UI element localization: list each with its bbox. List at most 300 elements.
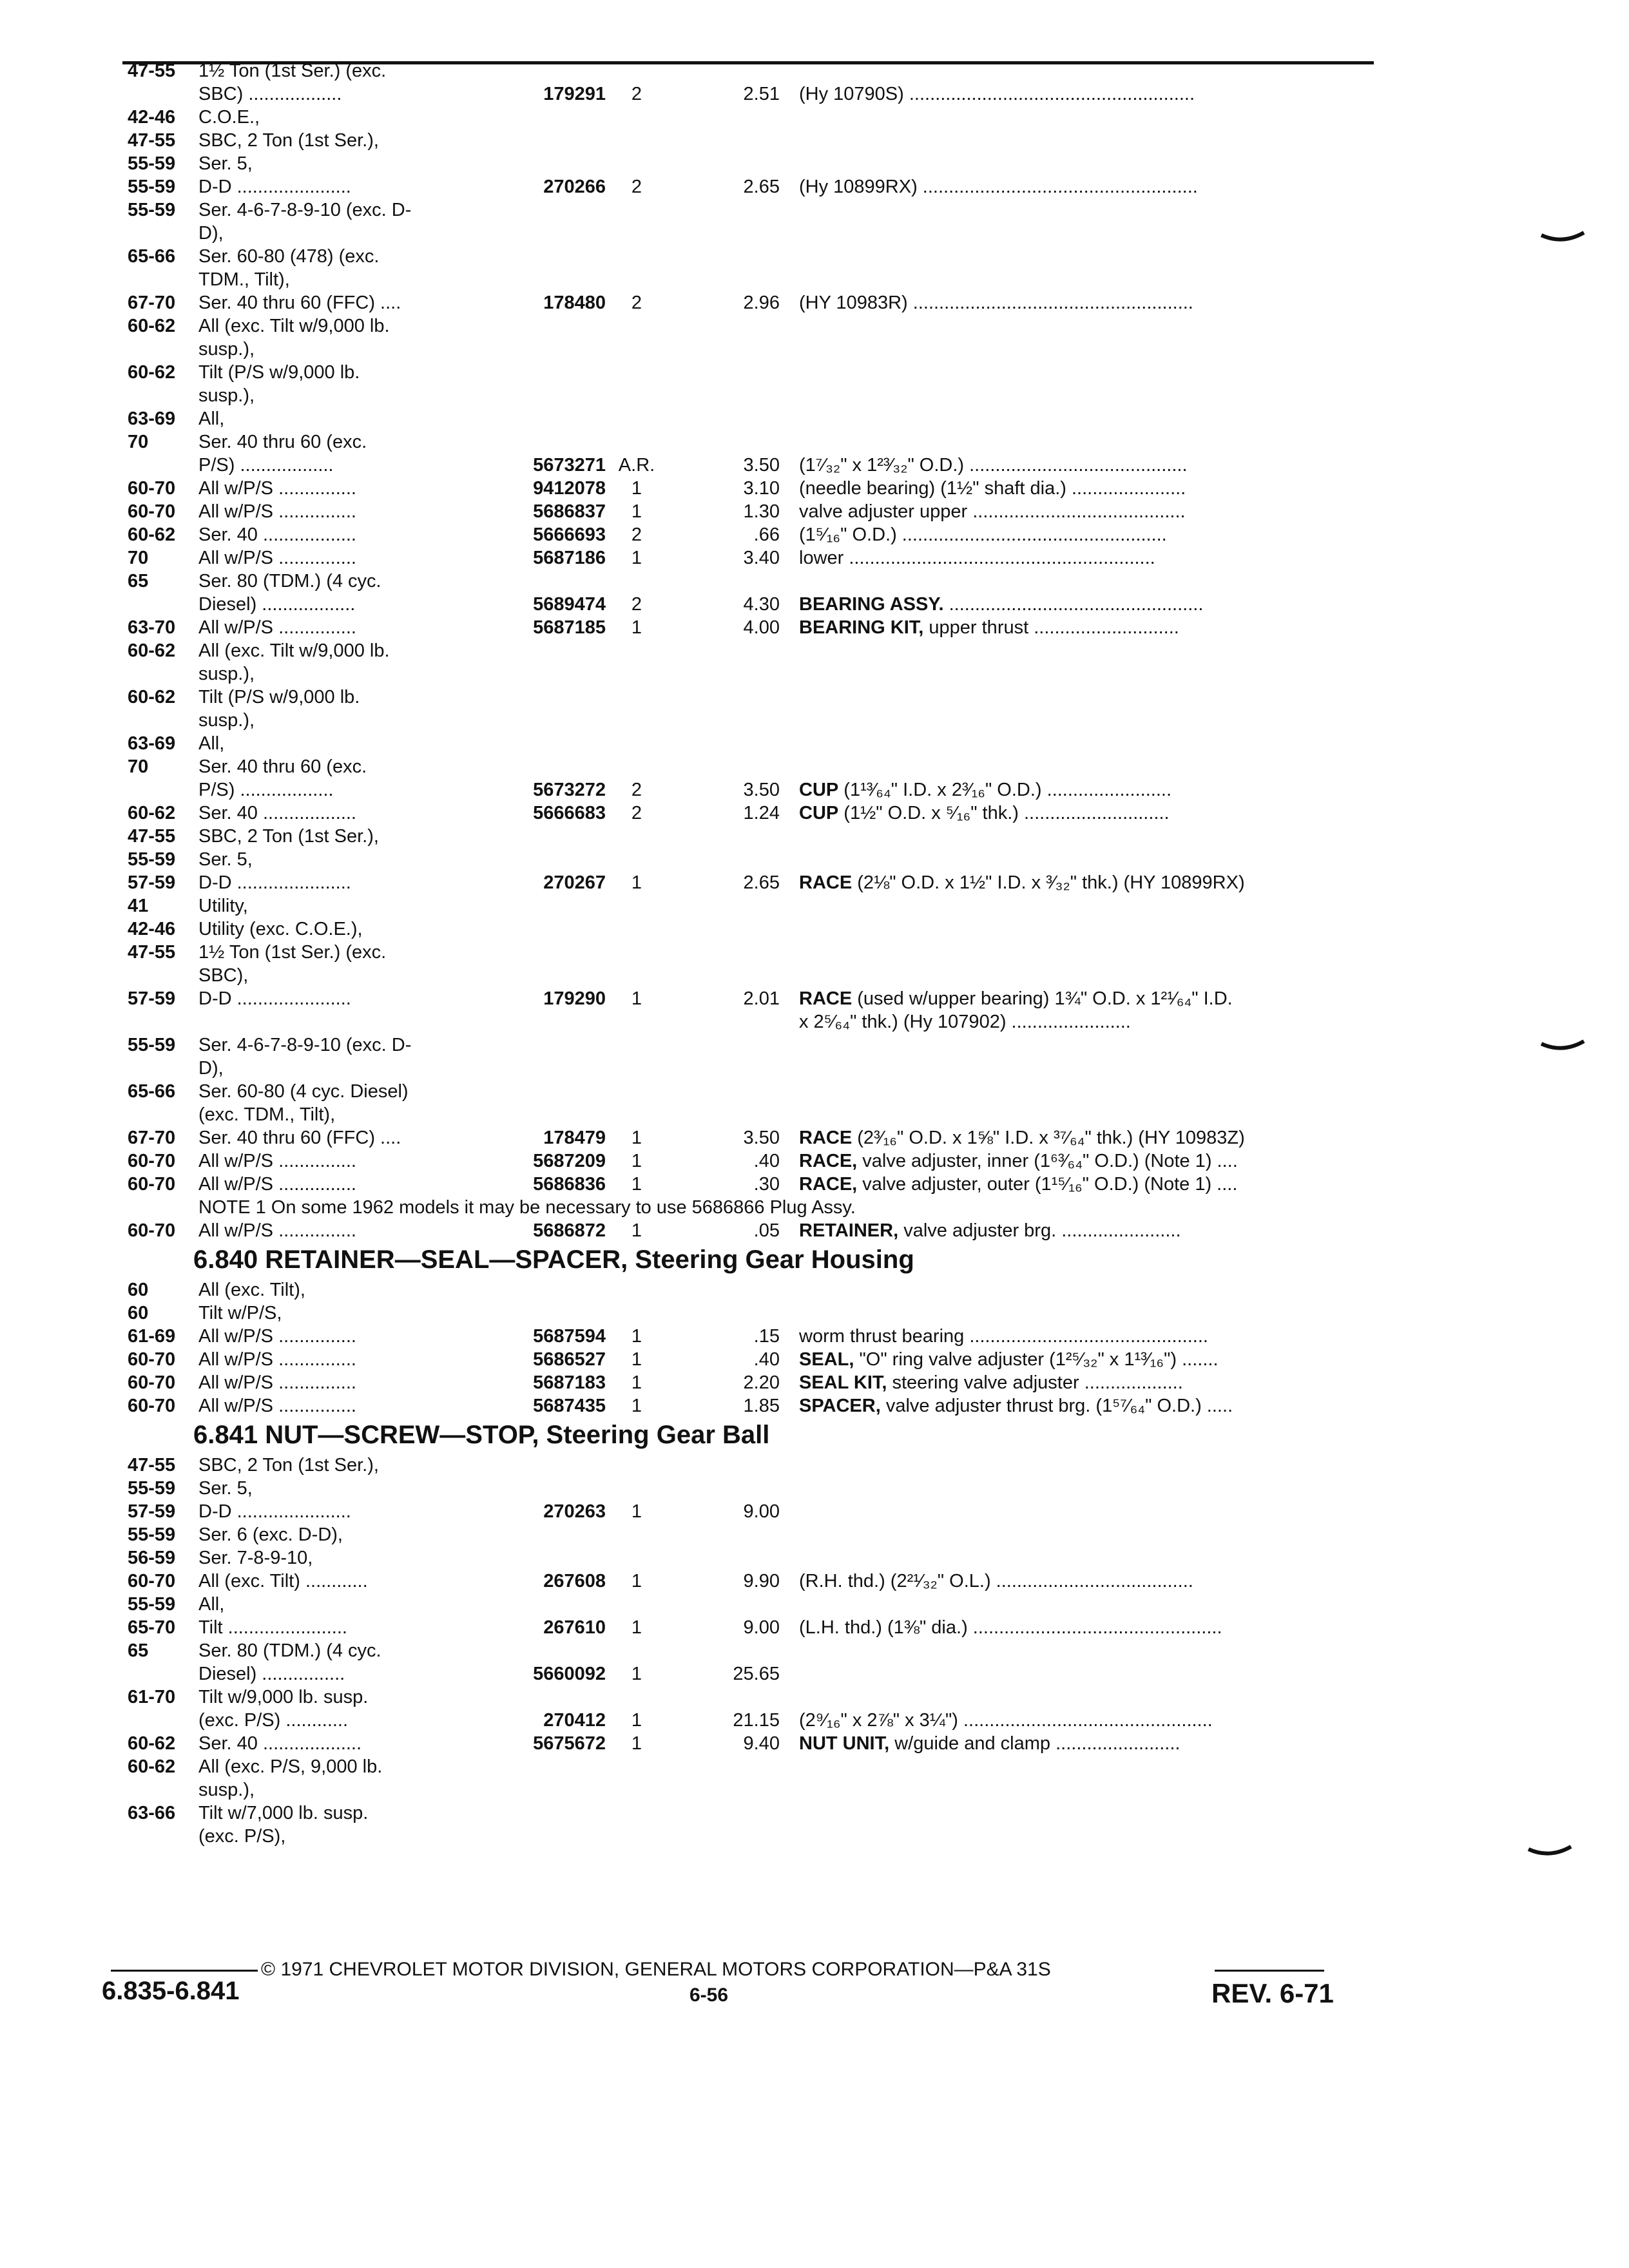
model-years: 63-69 bbox=[128, 733, 176, 754]
application: All w/P/S ............... bbox=[198, 1326, 356, 1347]
model-years: 55-59 bbox=[128, 1035, 176, 1055]
quantity: 2 bbox=[631, 524, 642, 545]
parts-row bbox=[0, 1171, 1629, 1197]
parts-row bbox=[0, 1731, 1629, 1756]
part-number: 5687435 bbox=[533, 1396, 606, 1416]
part-number: 5687209 bbox=[533, 1151, 606, 1171]
model-years: 63-70 bbox=[128, 617, 176, 638]
model-years: 65 bbox=[128, 571, 149, 591]
application: All, bbox=[198, 408, 225, 429]
quantity: 1 bbox=[631, 1664, 642, 1684]
model-years: 65-70 bbox=[128, 1617, 176, 1638]
application: Ser. 4-6-7-8-9-10 (exc. D- bbox=[198, 1035, 412, 1055]
description-text: x 2⁵⁄₆₄" thk.) (Hy 107902) ....................... bbox=[799, 1012, 1131, 1032]
part-number: 179291 bbox=[543, 84, 606, 104]
price: 1.85 bbox=[743, 1396, 780, 1416]
application: All w/P/S ............... bbox=[198, 478, 356, 499]
description bbox=[799, 591, 1366, 617]
price: 9.40 bbox=[743, 1733, 780, 1754]
description-heading: NUT UNIT, bbox=[799, 1733, 890, 1754]
parts-row bbox=[0, 290, 1629, 316]
description-text: (needle bearing) (1½" shaft dia.) ...................... bbox=[799, 478, 1186, 499]
model-years: 70 bbox=[128, 756, 149, 777]
part-number: 5660092 bbox=[533, 1664, 606, 1684]
parts-row bbox=[0, 893, 1629, 919]
parts-row bbox=[0, 128, 1629, 153]
application: Ser. 5, bbox=[198, 153, 253, 174]
description-text: (Hy 10790S) ....................................................... bbox=[799, 84, 1195, 104]
parts-row bbox=[0, 220, 1629, 246]
quantity: 2 bbox=[631, 177, 642, 197]
price: 25.65 bbox=[733, 1664, 780, 1684]
parts-row bbox=[0, 661, 1629, 687]
parts-row bbox=[0, 1568, 1629, 1594]
application: (exc. P/S), bbox=[198, 1826, 286, 1847]
quantity: 1 bbox=[631, 478, 642, 499]
parts-row bbox=[0, 1102, 1629, 1128]
parts-row bbox=[0, 1777, 1629, 1803]
description-text: ................................................. bbox=[943, 594, 1204, 615]
description bbox=[799, 499, 1366, 524]
model-years: 47-55 bbox=[128, 61, 176, 81]
description-heading: SEAL, bbox=[799, 1349, 854, 1370]
description bbox=[799, 522, 1366, 548]
model-years: 65-66 bbox=[128, 1081, 176, 1102]
parts-row bbox=[0, 429, 1629, 455]
model-years: 55-59 bbox=[128, 153, 176, 174]
parts-row bbox=[0, 1638, 1629, 1664]
price: 3.10 bbox=[743, 478, 780, 499]
application: Ser. 80 (TDM.) (4 cyc. bbox=[198, 1640, 381, 1661]
parts-row bbox=[0, 522, 1629, 548]
price: 9.90 bbox=[743, 1571, 780, 1591]
model-years: 60-62 bbox=[128, 1756, 176, 1777]
part-number: 178480 bbox=[543, 293, 606, 313]
quantity: 1 bbox=[631, 1349, 642, 1370]
description-text: (2⁹⁄₁₆" x 2⅞" x 3¼") ................................................ bbox=[799, 1710, 1213, 1731]
description-text: worm thrust bearing .............................................. bbox=[799, 1326, 1208, 1347]
parts-row bbox=[0, 197, 1629, 223]
description bbox=[799, 870, 1366, 896]
price: 3.50 bbox=[743, 1128, 780, 1148]
parts-row bbox=[0, 847, 1629, 872]
parts-row bbox=[0, 1055, 1629, 1081]
application: Tilt w/9,000 lb. susp. bbox=[198, 1687, 369, 1707]
application: Utility (exc. C.O.E.), bbox=[198, 919, 363, 939]
model-years: 63-69 bbox=[128, 408, 176, 429]
model-years: 57-59 bbox=[128, 1501, 176, 1522]
application: D), bbox=[198, 1058, 224, 1079]
description-text: (Hy 10899RX) ..................................................... bbox=[799, 177, 1198, 197]
quantity: 1 bbox=[631, 501, 642, 522]
parts-row bbox=[0, 1452, 1629, 1478]
model-years: 55-59 bbox=[128, 177, 176, 197]
application: Ser. 6 (exc. D-D), bbox=[198, 1524, 343, 1545]
parts-row bbox=[0, 151, 1629, 177]
application: Diesel) .................. bbox=[198, 594, 356, 615]
parts-row bbox=[0, 1347, 1629, 1372]
model-years: 47-55 bbox=[128, 130, 176, 151]
description-heading: BEARING KIT, bbox=[799, 617, 924, 638]
application: susp.), bbox=[198, 664, 255, 684]
description-text: (R.H. thd.) (2²¹⁄₃₂" O.L.) ...................................... bbox=[799, 1571, 1193, 1591]
parts-row bbox=[0, 1615, 1629, 1640]
parts-row bbox=[0, 336, 1629, 362]
parts-row bbox=[0, 800, 1629, 826]
model-years: 60-62 bbox=[128, 687, 176, 707]
parts-row bbox=[0, 1370, 1629, 1396]
quantity: A.R. bbox=[618, 455, 655, 476]
application: All (exc. Tilt w/9,000 lb. bbox=[198, 316, 390, 336]
price: .66 bbox=[753, 524, 780, 545]
parts-row bbox=[0, 1195, 1629, 1220]
model-years: 47-55 bbox=[128, 1455, 176, 1475]
parts-row bbox=[0, 1148, 1629, 1174]
application: All w/P/S ............... bbox=[198, 1349, 356, 1370]
parts-row bbox=[0, 1393, 1629, 1419]
application: All w/P/S ............... bbox=[198, 1396, 356, 1416]
part-number: 178479 bbox=[543, 1128, 606, 1148]
description bbox=[799, 290, 1366, 316]
application: D-D ...................... bbox=[198, 1501, 351, 1522]
model-years: 65-66 bbox=[128, 246, 176, 267]
parts-row bbox=[0, 1009, 1629, 1035]
footer-section-range: 6.835-6.841 bbox=[102, 1977, 240, 2005]
parts-row bbox=[0, 104, 1629, 130]
footer-page-number: 6-56 bbox=[689, 1984, 729, 2006]
model-years: 67-70 bbox=[128, 293, 176, 313]
parts-row bbox=[0, 499, 1629, 524]
application: All, bbox=[198, 733, 225, 754]
model-years: 61-69 bbox=[128, 1326, 176, 1347]
application: All w/P/S ............... bbox=[198, 617, 356, 638]
application: All w/P/S ............... bbox=[198, 501, 356, 522]
application: Ser. 5, bbox=[198, 1478, 253, 1499]
description bbox=[799, 1148, 1366, 1174]
price: 9.00 bbox=[743, 1501, 780, 1522]
parts-row bbox=[0, 963, 1629, 988]
parts-row bbox=[0, 986, 1629, 1012]
model-years: 70 bbox=[128, 548, 149, 568]
description bbox=[799, 1731, 1366, 1756]
application: Tilt w/P/S, bbox=[198, 1303, 282, 1323]
application: Ser. 40 thru 60 (FFC) .... bbox=[198, 293, 401, 313]
model-years: 65 bbox=[128, 1640, 149, 1661]
part-number: 270263 bbox=[543, 1501, 606, 1522]
model-years: 63-66 bbox=[128, 1803, 176, 1823]
application: Tilt ....................... bbox=[198, 1617, 347, 1638]
parts-row bbox=[0, 754, 1629, 780]
description bbox=[799, 1707, 1366, 1733]
model-years: 41 bbox=[128, 896, 149, 916]
application: (exc. P/S) ............ bbox=[198, 1710, 349, 1731]
parts-row bbox=[0, 1545, 1629, 1571]
model-years: 60-62 bbox=[128, 803, 176, 823]
model-years: 61-70 bbox=[128, 1687, 176, 1707]
price: 9.00 bbox=[743, 1617, 780, 1638]
quantity: 1 bbox=[631, 988, 642, 1009]
parts-row bbox=[0, 568, 1629, 594]
parts-row bbox=[0, 1707, 1629, 1733]
part-number: 5673271 bbox=[533, 455, 606, 476]
footer-rule-right bbox=[1215, 1970, 1324, 1972]
application: All (exc. Tilt), bbox=[198, 1280, 305, 1300]
section-heading: 6.841 NUT—SCREW—STOP, Steering Gear Ball bbox=[193, 1421, 770, 1449]
quantity: 1 bbox=[631, 1617, 642, 1638]
parts-row bbox=[0, 684, 1629, 710]
part-number: 5689474 bbox=[533, 594, 606, 615]
parts-row bbox=[0, 615, 1629, 640]
part-number: 5686837 bbox=[533, 501, 606, 522]
description-heading: SEAL KIT, bbox=[799, 1372, 887, 1393]
model-years: 67-70 bbox=[128, 1128, 176, 1148]
part-number: 9412078 bbox=[533, 478, 606, 499]
quantity: 1 bbox=[631, 1733, 642, 1754]
application: (exc. TDM., Tilt), bbox=[198, 1104, 336, 1125]
model-years: 57-59 bbox=[128, 988, 176, 1009]
description-text: upper thrust ............................ bbox=[923, 617, 1179, 638]
description-heading: RACE, bbox=[799, 1151, 858, 1171]
price: 3.50 bbox=[743, 455, 780, 476]
parts-row bbox=[0, 638, 1629, 664]
model-years: 55-59 bbox=[128, 1594, 176, 1615]
application: Ser. 40 thru 60 (exc. bbox=[198, 756, 367, 777]
parts-row bbox=[0, 1684, 1629, 1710]
application: susp.), bbox=[198, 1780, 255, 1800]
part-number: 5686872 bbox=[533, 1220, 606, 1241]
model-years: 60 bbox=[128, 1303, 149, 1323]
part-number: 270267 bbox=[543, 872, 606, 893]
description-heading: RACE bbox=[799, 988, 853, 1009]
description-heading: RACE bbox=[799, 872, 853, 893]
price: .30 bbox=[753, 1174, 780, 1195]
price: .40 bbox=[753, 1151, 780, 1171]
binding-mark-2 bbox=[1540, 1037, 1585, 1057]
quantity: 2 bbox=[631, 594, 642, 615]
description-text: (1⁵⁄₁₆" O.D.) ................................................... bbox=[799, 524, 1167, 545]
application: All (exc. P/S, 9,000 lb. bbox=[198, 1756, 383, 1777]
model-years: 55-59 bbox=[128, 849, 176, 870]
parts-row bbox=[0, 1079, 1629, 1104]
price: .40 bbox=[753, 1349, 780, 1370]
parts-row bbox=[0, 870, 1629, 896]
parts-row bbox=[0, 1522, 1629, 1548]
application: susp.), bbox=[198, 710, 255, 731]
description bbox=[799, 800, 1366, 826]
description bbox=[799, 476, 1366, 501]
part-number: 270266 bbox=[543, 177, 606, 197]
description bbox=[799, 1218, 1366, 1244]
part-number: 5675672 bbox=[533, 1733, 606, 1754]
part-number: 267610 bbox=[543, 1617, 606, 1638]
parts-row bbox=[0, 81, 1629, 107]
description bbox=[799, 545, 1366, 571]
model-years: 55-59 bbox=[128, 200, 176, 220]
price: 3.40 bbox=[743, 548, 780, 568]
quantity: 1 bbox=[631, 1151, 642, 1171]
model-years: 60-70 bbox=[128, 1571, 176, 1591]
part-number: 179290 bbox=[543, 988, 606, 1009]
application: All (exc. Tilt) ............ bbox=[198, 1571, 368, 1591]
parts-row bbox=[0, 174, 1629, 200]
description bbox=[799, 81, 1366, 107]
price: .05 bbox=[753, 1220, 780, 1241]
part-number: 5686836 bbox=[533, 1174, 606, 1195]
parts-row bbox=[0, 1277, 1629, 1303]
application: P/S) .................. bbox=[198, 455, 334, 476]
application: Ser. 40 .................. bbox=[198, 524, 356, 545]
quantity: 1 bbox=[631, 872, 642, 893]
application: SBC) .................. bbox=[198, 84, 342, 104]
model-years: 47-55 bbox=[128, 826, 176, 847]
footer-revision: REV. 6-71 bbox=[1211, 1978, 1334, 2008]
application: Ser. 5, bbox=[198, 849, 253, 870]
quantity: 1 bbox=[631, 1174, 642, 1195]
parts-row bbox=[0, 1475, 1629, 1501]
part-number: 5687594 bbox=[533, 1326, 606, 1347]
price: 4.00 bbox=[743, 617, 780, 638]
parts-row bbox=[0, 1300, 1629, 1326]
application: Diesel) ................ bbox=[198, 1664, 345, 1684]
application: Ser. 60-80 (4 cyc. Diesel) bbox=[198, 1081, 409, 1102]
part-number: 5687185 bbox=[533, 617, 606, 638]
parts-row bbox=[0, 406, 1629, 432]
parts-row bbox=[0, 1800, 1629, 1826]
application: P/S) .................. bbox=[198, 780, 334, 800]
model-years: 60 bbox=[128, 1280, 149, 1300]
parts-row bbox=[0, 1754, 1629, 1780]
model-years: 60-62 bbox=[128, 362, 176, 383]
description bbox=[799, 615, 1366, 640]
part-number: 5673272 bbox=[533, 780, 606, 800]
description-text: (HY 10983R) ...................................................... bbox=[799, 293, 1193, 313]
application: Utility, bbox=[198, 896, 248, 916]
description-heading: SPACER, bbox=[799, 1396, 881, 1416]
application: SBC, 2 Ton (1st Ser.), bbox=[198, 826, 379, 847]
application: D-D ...................... bbox=[198, 872, 351, 893]
description bbox=[799, 1009, 1366, 1035]
parts-row bbox=[0, 1032, 1629, 1058]
model-years: 60-70 bbox=[128, 501, 176, 522]
application: Ser. 60-80 (478) (exc. bbox=[198, 246, 380, 267]
part-number: 267608 bbox=[543, 1571, 606, 1591]
description-text: w/guide and clamp ........................ bbox=[889, 1733, 1181, 1754]
parts-row bbox=[0, 939, 1629, 965]
application: Ser. 40 ................... bbox=[198, 1733, 362, 1754]
section-heading: 6.840 RETAINER—SEAL—SPACER, Steering Gear Housing bbox=[193, 1245, 914, 1274]
model-years: 55-59 bbox=[128, 1524, 176, 1545]
parts-row bbox=[0, 1499, 1629, 1524]
part-number: 5687186 bbox=[533, 548, 606, 568]
price: 2.96 bbox=[743, 293, 780, 313]
application: All, bbox=[198, 1594, 225, 1615]
parts-row bbox=[0, 545, 1629, 571]
quantity: 1 bbox=[631, 1128, 642, 1148]
model-years: 60-62 bbox=[128, 316, 176, 336]
part-number: 5666693 bbox=[533, 524, 606, 545]
parts-row bbox=[0, 452, 1629, 478]
model-years: 60-62 bbox=[128, 524, 176, 545]
application: Tilt w/7,000 lb. susp. bbox=[198, 1803, 369, 1823]
part-number: 5686527 bbox=[533, 1349, 606, 1370]
model-years: 47-55 bbox=[128, 942, 176, 963]
model-years: 60-70 bbox=[128, 1396, 176, 1416]
quantity: 1 bbox=[631, 1372, 642, 1393]
parts-row bbox=[0, 823, 1629, 849]
price: 1.30 bbox=[743, 501, 780, 522]
application: Ser. 4-6-7-8-9-10 (exc. D- bbox=[198, 200, 412, 220]
description-heading: CUP bbox=[799, 803, 839, 823]
description-heading: RETAINER, bbox=[799, 1220, 899, 1241]
part-number: 5666683 bbox=[533, 803, 606, 823]
parts-row bbox=[0, 1661, 1629, 1687]
application: 1½ Ton (1st Ser.) (exc. bbox=[198, 61, 387, 81]
application: Ser. 40 thru 60 (FFC) .... bbox=[198, 1128, 401, 1148]
application: Tilt (P/S w/9,000 lb. bbox=[198, 362, 360, 383]
price: 1.24 bbox=[743, 803, 780, 823]
description-text: (2³⁄₁₆" O.D. x 1⅝" I.D. x ³⁷⁄₆₄" thk.) (HY 10983Z) bbox=[852, 1128, 1245, 1148]
parts-row bbox=[0, 777, 1629, 803]
description-text: (2⅛" O.D. x 1½" I.D. x ³⁄₃₂" thk.) (HY 10899RX) bbox=[852, 872, 1245, 893]
part-number: 5687183 bbox=[533, 1372, 606, 1393]
part-number: 270412 bbox=[543, 1710, 606, 1731]
model-years: 60-70 bbox=[128, 478, 176, 499]
description-text: valve adjuster, inner (1⁶³⁄₆₄" O.D.) (Note 1) .... bbox=[857, 1151, 1238, 1171]
model-years: 60-70 bbox=[128, 1151, 176, 1171]
description-text: steering valve adjuster ................... bbox=[887, 1372, 1183, 1393]
application: All (exc. Tilt w/9,000 lb. bbox=[198, 640, 390, 661]
description bbox=[799, 777, 1366, 803]
application: Ser. 7-8-9-10, bbox=[198, 1548, 313, 1568]
description bbox=[799, 986, 1366, 1012]
description bbox=[799, 174, 1366, 200]
application: TDM., Tilt), bbox=[198, 269, 290, 290]
description-text: "O" ring valve adjuster (1²⁵⁄₃₂" x 1¹³⁄₁₆") ....... bbox=[854, 1349, 1219, 1370]
model-years: 60-62 bbox=[128, 640, 176, 661]
application: All w/P/S ............... bbox=[198, 1372, 356, 1393]
footer-rule-left bbox=[111, 1970, 258, 1972]
parts-row bbox=[0, 476, 1629, 501]
price: 2.65 bbox=[743, 872, 780, 893]
model-years: 56-59 bbox=[128, 1548, 176, 1568]
quantity: 1 bbox=[631, 1326, 642, 1347]
footnote: NOTE 1 On some 1962 models it may be necessary to use 5686866 Plug Assy. bbox=[198, 1197, 856, 1218]
price: 2.20 bbox=[743, 1372, 780, 1393]
application: SBC, 2 Ton (1st Ser.), bbox=[198, 1455, 379, 1475]
description-text: (1½" O.D. x ⁵⁄₁₆" thk.) ............................ bbox=[838, 803, 1170, 823]
description-text: (L.H. thd.) (1⅜" dia.) ................................................ bbox=[799, 1617, 1222, 1638]
application: Ser. 80 (TDM.) (4 cyc. bbox=[198, 571, 381, 591]
application: Ser. 40 .................. bbox=[198, 803, 356, 823]
application: All w/P/S ............... bbox=[198, 1220, 356, 1241]
description-text: lower ........................................................... bbox=[799, 548, 1155, 568]
application: D-D ...................... bbox=[198, 177, 351, 197]
parts-row bbox=[0, 58, 1629, 84]
description bbox=[799, 1323, 1366, 1349]
application: Tilt (P/S w/9,000 lb. bbox=[198, 687, 360, 707]
parts-row bbox=[0, 267, 1629, 293]
quantity: 1 bbox=[631, 1220, 642, 1241]
description bbox=[799, 1171, 1366, 1197]
description-text: valve adjuster brg. ....................... bbox=[898, 1220, 1181, 1241]
parts-row bbox=[0, 383, 1629, 408]
description-text: valve adjuster thrust brg. (1⁵⁷⁄₆₄" O.D.) ..... bbox=[880, 1396, 1233, 1416]
application: 1½ Ton (1st Ser.) (exc. bbox=[198, 942, 387, 963]
description-heading: CUP bbox=[799, 780, 839, 800]
application: C.O.E., bbox=[198, 107, 260, 128]
model-years: 55-59 bbox=[128, 1478, 176, 1499]
price: 2.51 bbox=[743, 84, 780, 104]
